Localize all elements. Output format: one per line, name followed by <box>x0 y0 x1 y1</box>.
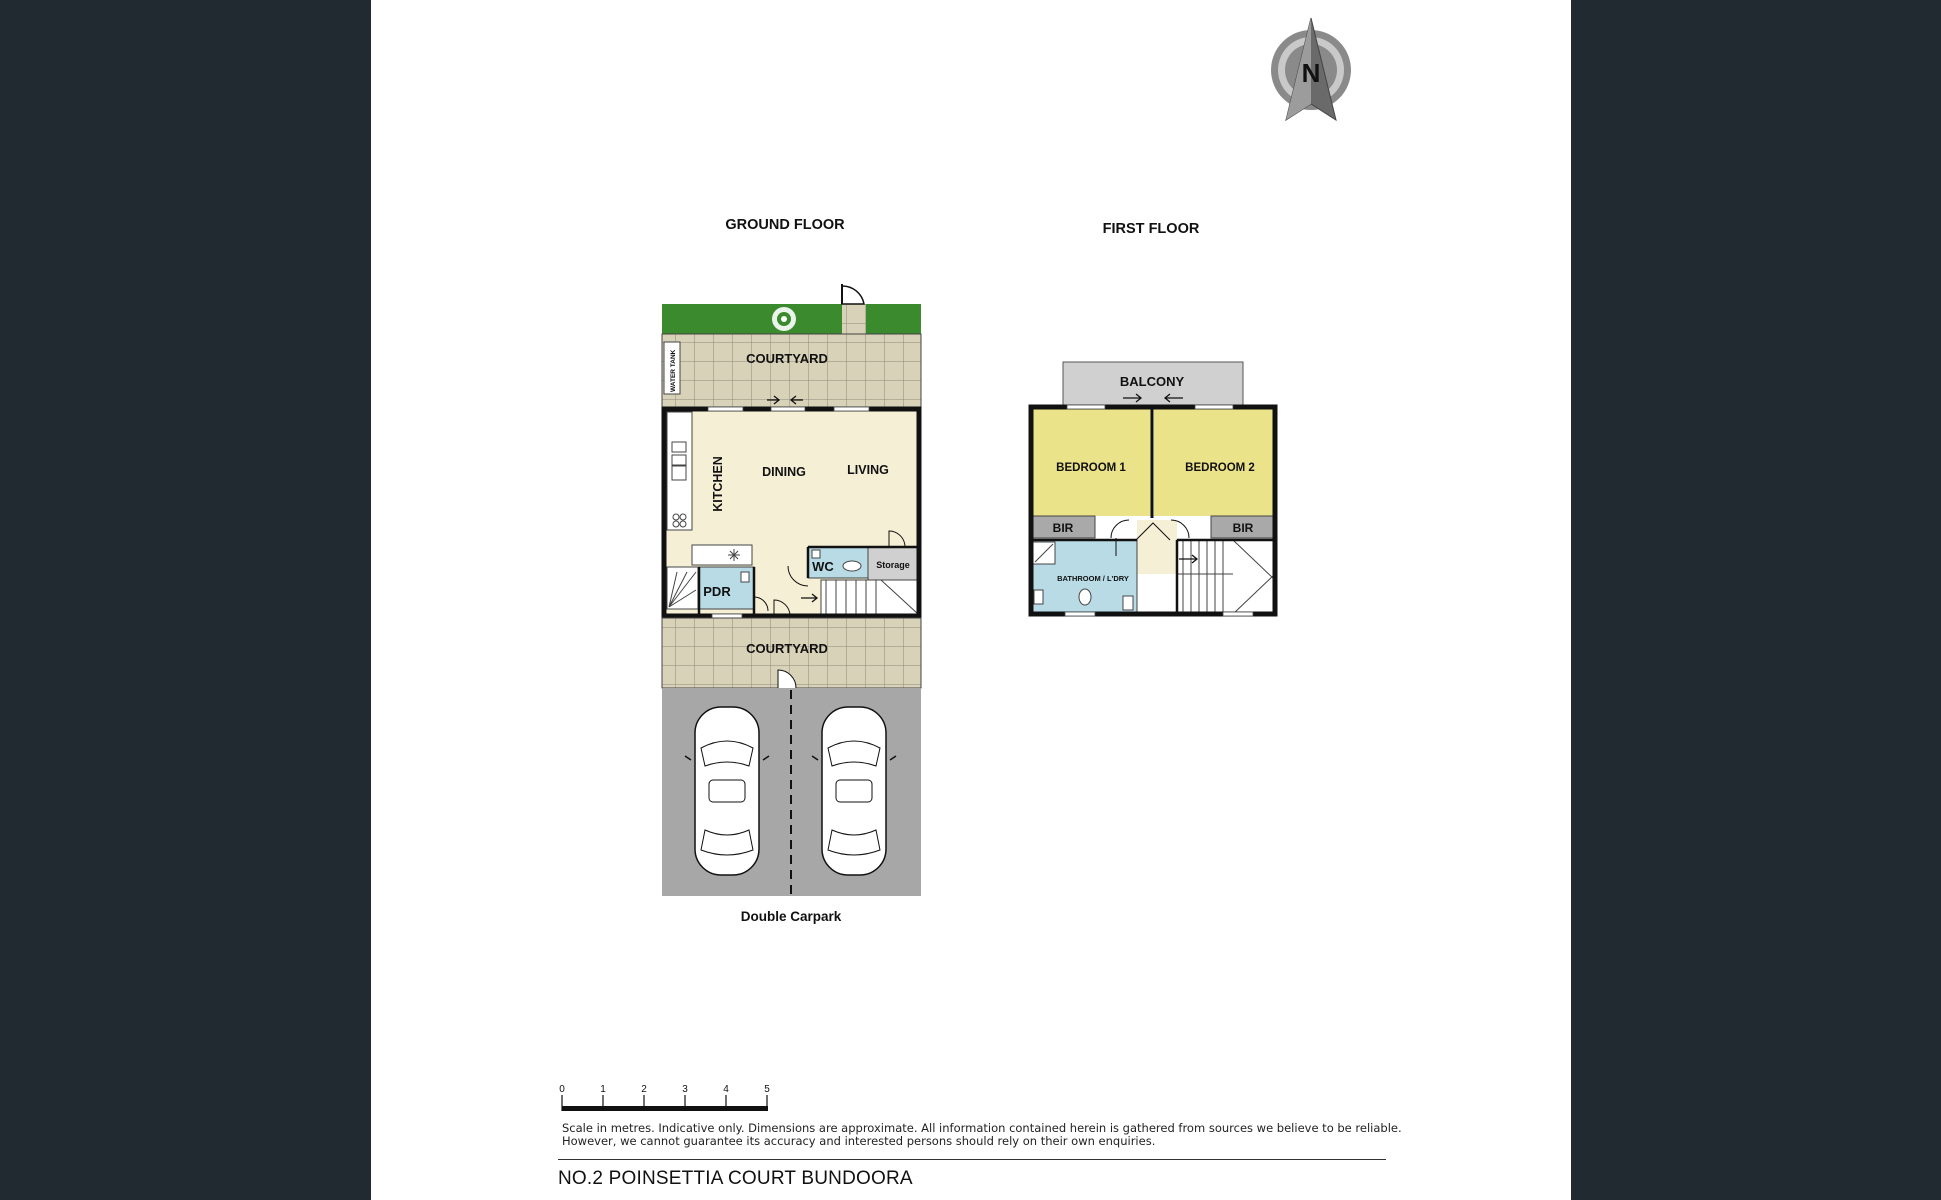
toilet-icon <box>1079 589 1091 605</box>
scale-tick-label: 3 <box>682 1084 688 1095</box>
bedroom-2-label: BEDROOM 2 <box>1185 462 1255 474</box>
carpark-label: Double Carpark <box>740 909 842 924</box>
first-floor-title: FIRST FLOOR <box>1102 221 1200 237</box>
stair-upper <box>1177 540 1275 614</box>
left-margin <box>0 0 371 1200</box>
balcony-label: BALCONY <box>1119 374 1185 389</box>
disclaimer-line-2: However, we cannot guarantee its accuracy and interested persons should rely on their own enquiries. <box>562 1134 1156 1148</box>
compass-icon <box>1271 18 1351 120</box>
water-tank-label: WATER TANK <box>670 349 677 392</box>
floor-plan-drawing <box>371 0 1571 1200</box>
scale-tick-label: 1 <box>600 1084 606 1095</box>
scale-tick-label: 2 <box>641 1084 647 1095</box>
wc-label: WC <box>812 559 834 574</box>
bir-1-label: BIR <box>1052 521 1074 535</box>
dining-label: DINING <box>762 465 806 479</box>
landing <box>1137 520 1177 574</box>
vanity-icon <box>1034 590 1043 604</box>
scale-tick-label: 0 <box>559 1084 565 1095</box>
kitchen-island-return <box>692 545 752 565</box>
kitchen-counter <box>667 412 692 530</box>
stair-lower-left <box>667 567 698 609</box>
scale-tick-label: 4 <box>723 1084 729 1095</box>
kitchen-label: KITCHEN <box>711 456 725 512</box>
disclaimer-note <box>562 1122 1402 1148</box>
bathroom-label: BATHROOM / L'DRY <box>1057 574 1129 583</box>
pdr-label: PDR <box>703 584 731 599</box>
storage-label: Storage <box>876 560 910 570</box>
bir-2-label: BIR <box>1232 521 1254 535</box>
compass-north-letter: N <box>1301 58 1321 88</box>
bedroom-1-label: BEDROOM 1 <box>1056 462 1126 474</box>
living-label: LIVING <box>847 463 889 477</box>
scale-tick-label: 5 <box>764 1084 770 1095</box>
ground-floor-title: GROUND FLOOR <box>725 217 845 233</box>
scale-bar <box>559 1084 770 1111</box>
gate-door-icon <box>842 286 864 304</box>
car-icon <box>812 707 896 875</box>
shower-icon <box>1033 542 1055 564</box>
right-margin <box>1571 0 1941 1200</box>
courtyard-bottom-label: COURTYARD <box>746 641 828 656</box>
floor-plan-page <box>371 0 1571 1200</box>
laundry-tub-icon <box>1123 596 1133 610</box>
footer-rule <box>558 1159 1386 1160</box>
car-icon <box>685 707 769 875</box>
courtyard-top-label: COURTYARD <box>746 351 828 366</box>
courtyard-top <box>662 334 921 409</box>
plant-icon <box>772 307 796 331</box>
property-address: NO.2 POINSETTIA COURT BUNDOORA <box>558 1168 913 1189</box>
disclaimer-line-1: Scale in metres. Indicative only. Dimensions are approximate. All information contained herein is gathered from sources we believe to be reliable. <box>562 1121 1402 1135</box>
